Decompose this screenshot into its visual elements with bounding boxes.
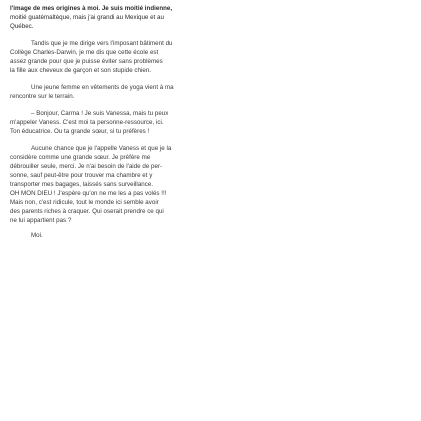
paragraph-4 xyxy=(10,109,399,136)
paragraph-2 xyxy=(10,39,399,75)
text-line: assez grande pour que je puisse éviter sans problèmes xyxy=(10,58,163,65)
text-line: Mais non, c'est ridicule, tout le monde ici semble avoir xyxy=(10,199,159,206)
text-line: OH MON DIEU ! J'espère qu'on ne me les a pas volés !!! xyxy=(10,190,167,197)
text-line: Ton éducatrice. Ou ta grande sœur, si tu préfères ! xyxy=(10,128,150,135)
signoff: Moi. xyxy=(31,232,43,239)
text-line: m'appeler Vaness. C'est moi ta personne-ressource, ici. xyxy=(10,119,164,126)
text-line: ne lui appartient pas ? xyxy=(10,217,72,224)
text-line: Aucune chance que je l'appelle Vaness et que je la xyxy=(31,145,172,152)
text-line: l'image de mes origines à moi. Je suis moitié indienne, xyxy=(10,5,173,12)
text-line: sonne, sauf peut-être pour trouver ma chambre et y xyxy=(10,172,153,179)
text-line: considère comme une grande sœur. Je préfère me xyxy=(10,154,151,161)
text-line: des parents riches à craquer. Qui oserait prendre ce qui xyxy=(10,208,164,215)
paragraph-3 xyxy=(10,83,399,101)
text-line: Collège Charles-Darwin, je me dis que cette école est xyxy=(10,49,159,56)
text-line: la fille aux cheveux de garçon et son stupide chien. xyxy=(10,67,152,74)
paragraph-1 xyxy=(10,4,399,31)
text-line: débrouiller seule, merci. Je n'ai besoin de l'aide de per- xyxy=(10,163,163,170)
text-line: Tandis que je me dirige vers l'imposant bâtiment du xyxy=(31,40,173,47)
text-line: rencontre sur le terrain. xyxy=(10,93,75,100)
text-line: transporter mes bagages, laissés sans surveillance. xyxy=(10,181,154,188)
text-line: moitié guatémaltèque, mais j'ai grandi au Mexique et au xyxy=(10,14,164,21)
text-line: – Bonjour, Carma ! Je suis Vanessa, mais tu peux xyxy=(31,110,169,117)
text-line: Québec. xyxy=(10,23,34,30)
text-line: Une jeune femme en vêtements de yoga vient à ma xyxy=(31,84,174,91)
paragraph-5 xyxy=(10,144,399,225)
